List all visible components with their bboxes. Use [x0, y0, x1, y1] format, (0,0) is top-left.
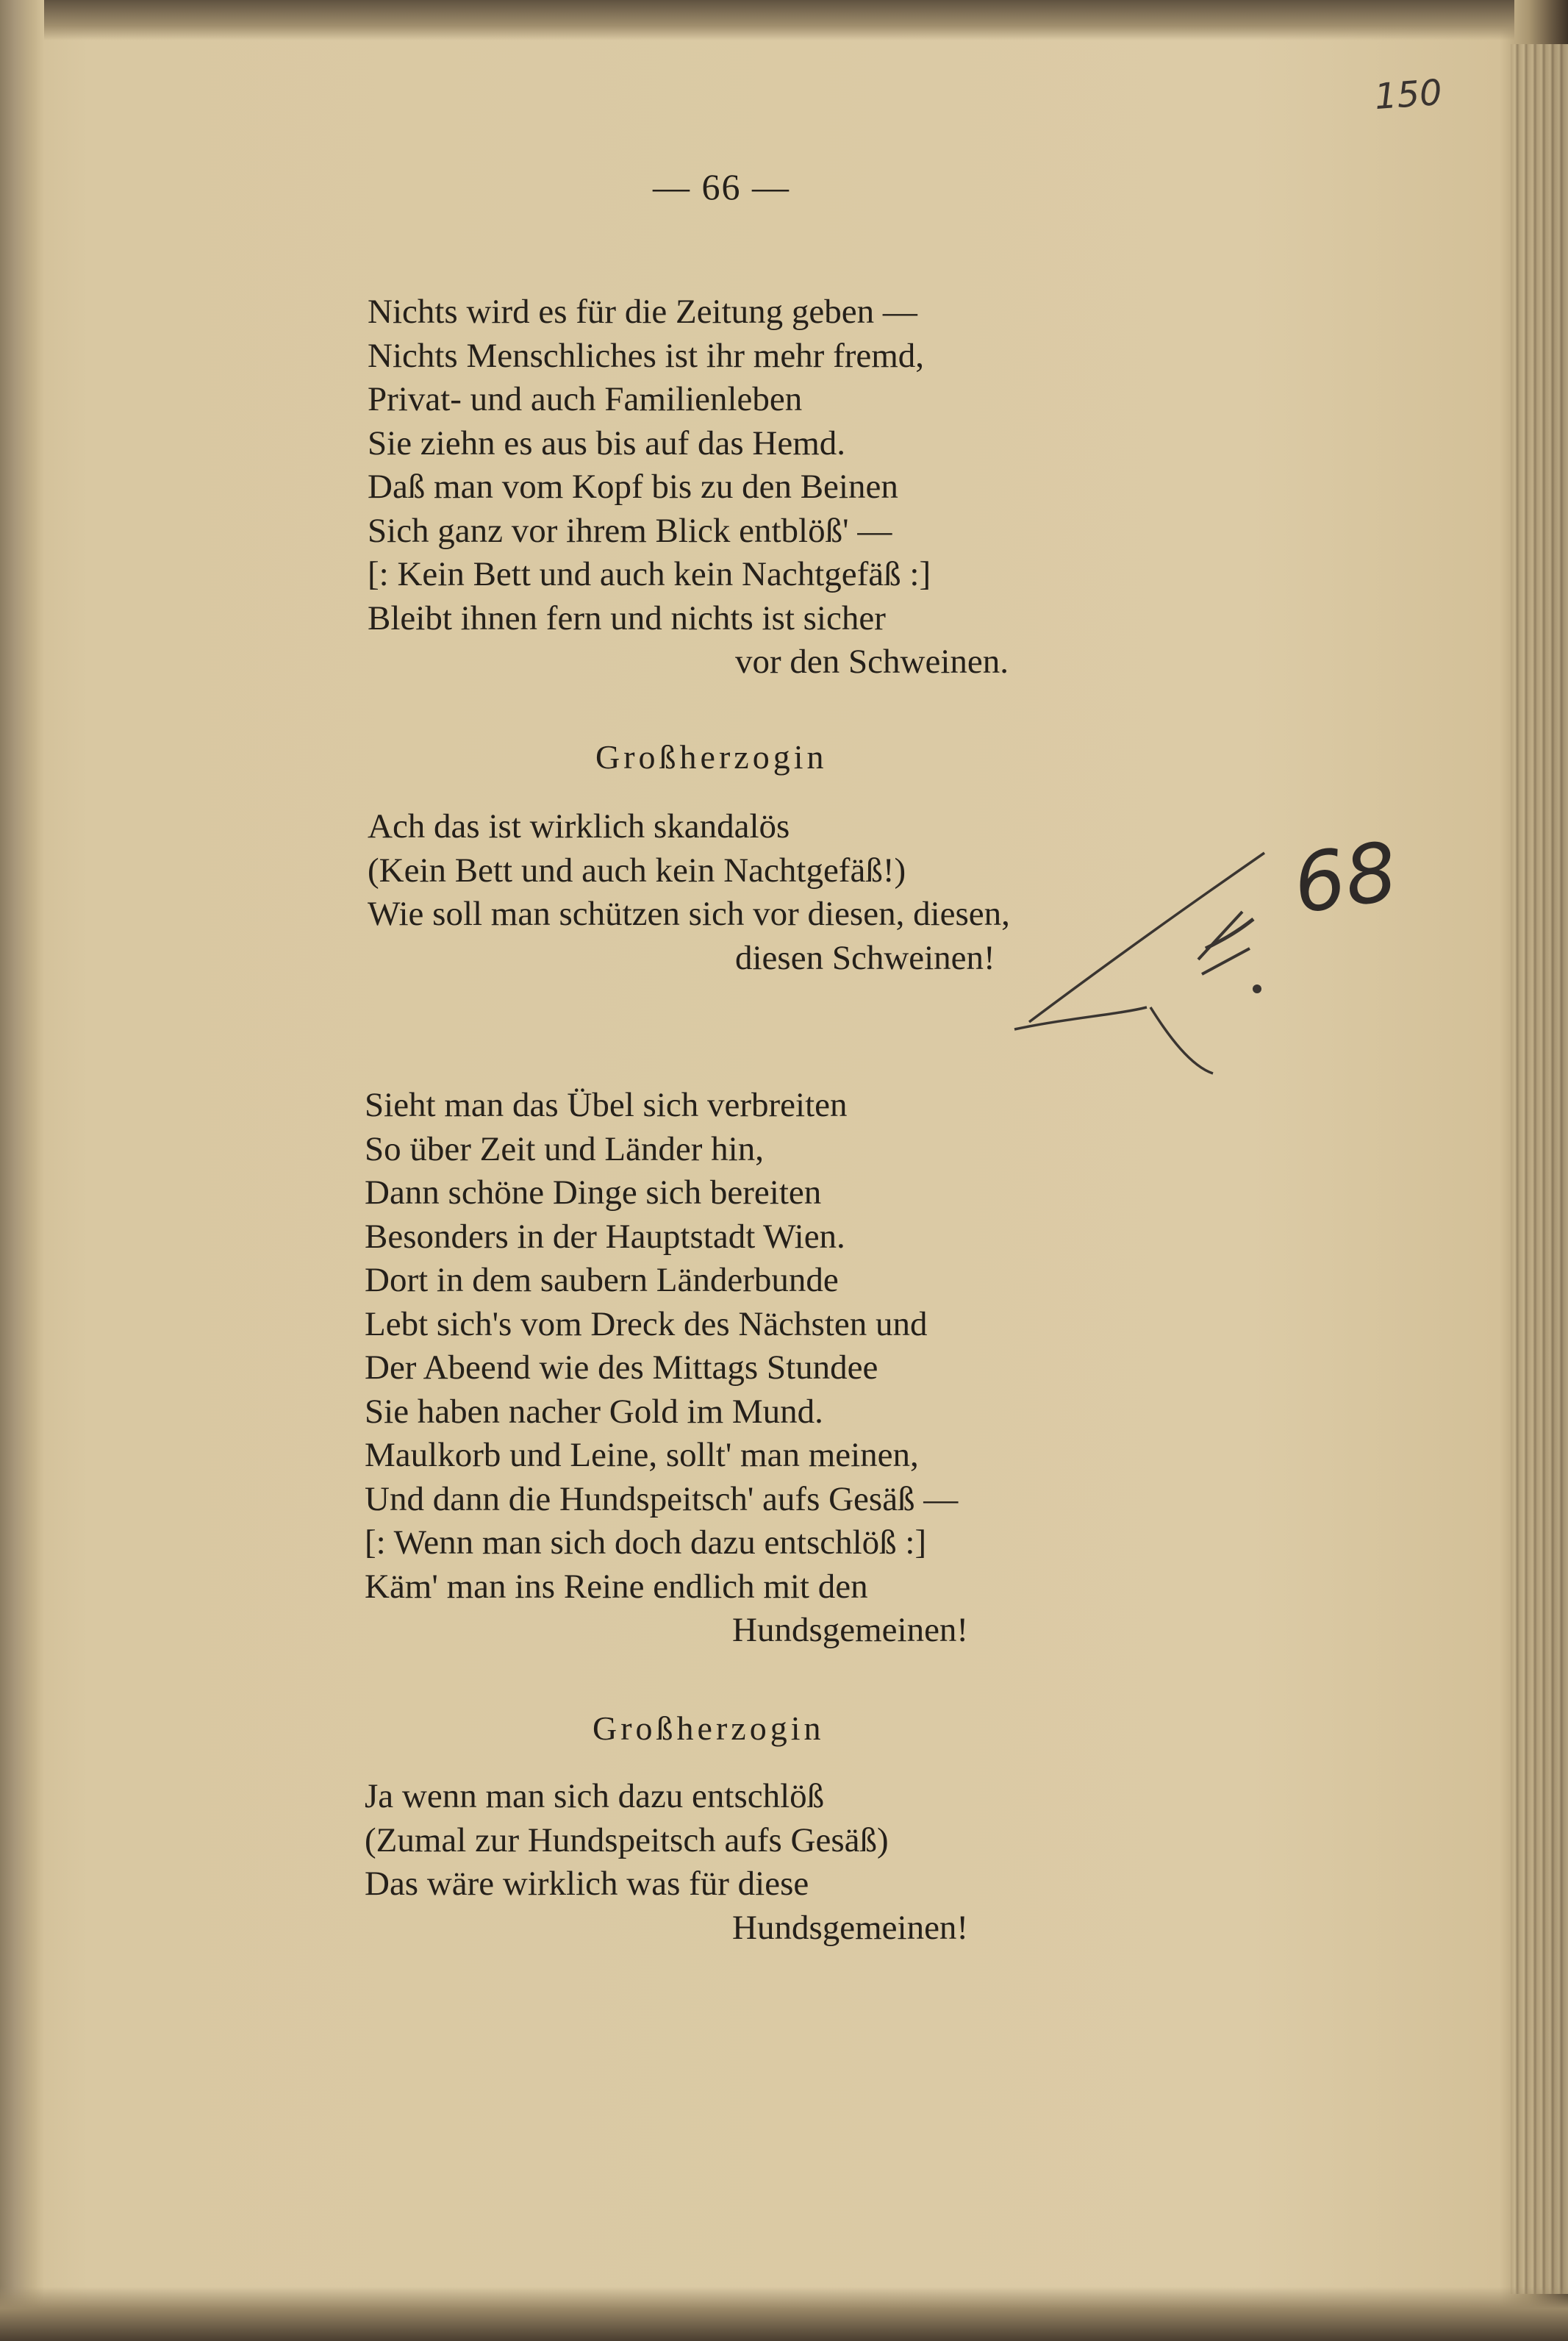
verse-line: Käm' man ins Reine endlich mit den: [365, 1567, 868, 1606]
verse-line: (Kein Bett und auch kein Nachtgefäß!): [368, 851, 906, 890]
book-binding: [0, 0, 44, 2341]
speaker-heading: Großherzogin: [593, 1709, 825, 1747]
verse-line: [: Kein Bett und auch kein Nachtgefäß :]: [368, 555, 931, 593]
verse-line: Ach das ist wirklich skandalös: [368, 807, 790, 846]
scan-bottom-edge: [0, 2287, 1568, 2341]
speaker-heading: Großherzogin: [595, 738, 828, 776]
verse-line: Der Abeend wie des Mittags Stundee: [365, 1348, 878, 1387]
verse-line: Ja wenn man sich dazu entschlöß: [365, 1777, 825, 1815]
handwritten-page-number: 150: [1373, 71, 1444, 118]
verse-line: Das wäre wirklich was für diese: [365, 1865, 809, 1903]
verse-line-indented: Hundsgemeinen!: [732, 1611, 969, 1649]
verse-line: Maulkorb und Leine, sollt' man meinen,: [365, 1436, 919, 1474]
verse-line-indented: vor den Schweinen.: [735, 643, 1009, 681]
verse-line: Daß man vom Kopf bis zu den Beinen: [368, 468, 898, 506]
verse-line: Besonders in der Hauptstadt Wien.: [365, 1217, 845, 1256]
verse-line: Wie soll man schützen sich vor diesen, diesen,: [368, 895, 1010, 933]
verse-line: Sie haben nacher Gold im Mund.: [365, 1392, 823, 1431]
verse-line: Privat- und auch Familienleben: [368, 380, 803, 418]
verse-line: So über Zeit und Länder hin,: [365, 1129, 764, 1168]
verse-line: [: Wenn man sich doch dazu entschlöß :]: [365, 1523, 927, 1562]
verse-line: Sieht man das Übel sich verbreiten: [365, 1086, 848, 1124]
verse-line: (Zumal zur Hundspeitsch aufs Gesäß): [365, 1820, 889, 1859]
verse-line: Bleibt ihnen fern und nichts ist sicher: [368, 598, 886, 637]
stanza-3: [365, 1084, 968, 1653]
verse-line: Dort in dem saubern Länderbunde: [365, 1261, 839, 1299]
verse-line-indented: diesen Schweinen!: [735, 938, 995, 977]
verse-line: Sie ziehn es aus bis auf das Hemd.: [368, 423, 846, 462]
page-folio: — 66 —: [653, 166, 790, 207]
stanza-4: [365, 1775, 968, 1950]
verse-line: Und dann die Hundspeitsch' aufs Gesäß —: [365, 1479, 959, 1518]
verse-line: Dann schöne Dinge sich bereiten: [365, 1173, 822, 1212]
verse-line: Lebt sich's vom Dreck des Nächsten und: [365, 1304, 928, 1343]
verse-line: Nichts Menschliches ist ihr mehr fremd,: [368, 336, 925, 375]
stanza-1: [368, 290, 1009, 685]
verse-line: Sich ganz vor ihrem Blick entblöß' —: [368, 511, 892, 550]
stanza-2: [368, 805, 1010, 980]
page-stack-edge: [1511, 44, 1568, 2294]
verse-line-indented: Hundsgemeinen!: [732, 1908, 969, 1947]
pencil-number: 68: [1287, 823, 1403, 932]
scan-top-edge: [44, 0, 1514, 40]
verse-line: Nichts wird es für die Zeitung geben —: [368, 293, 917, 331]
